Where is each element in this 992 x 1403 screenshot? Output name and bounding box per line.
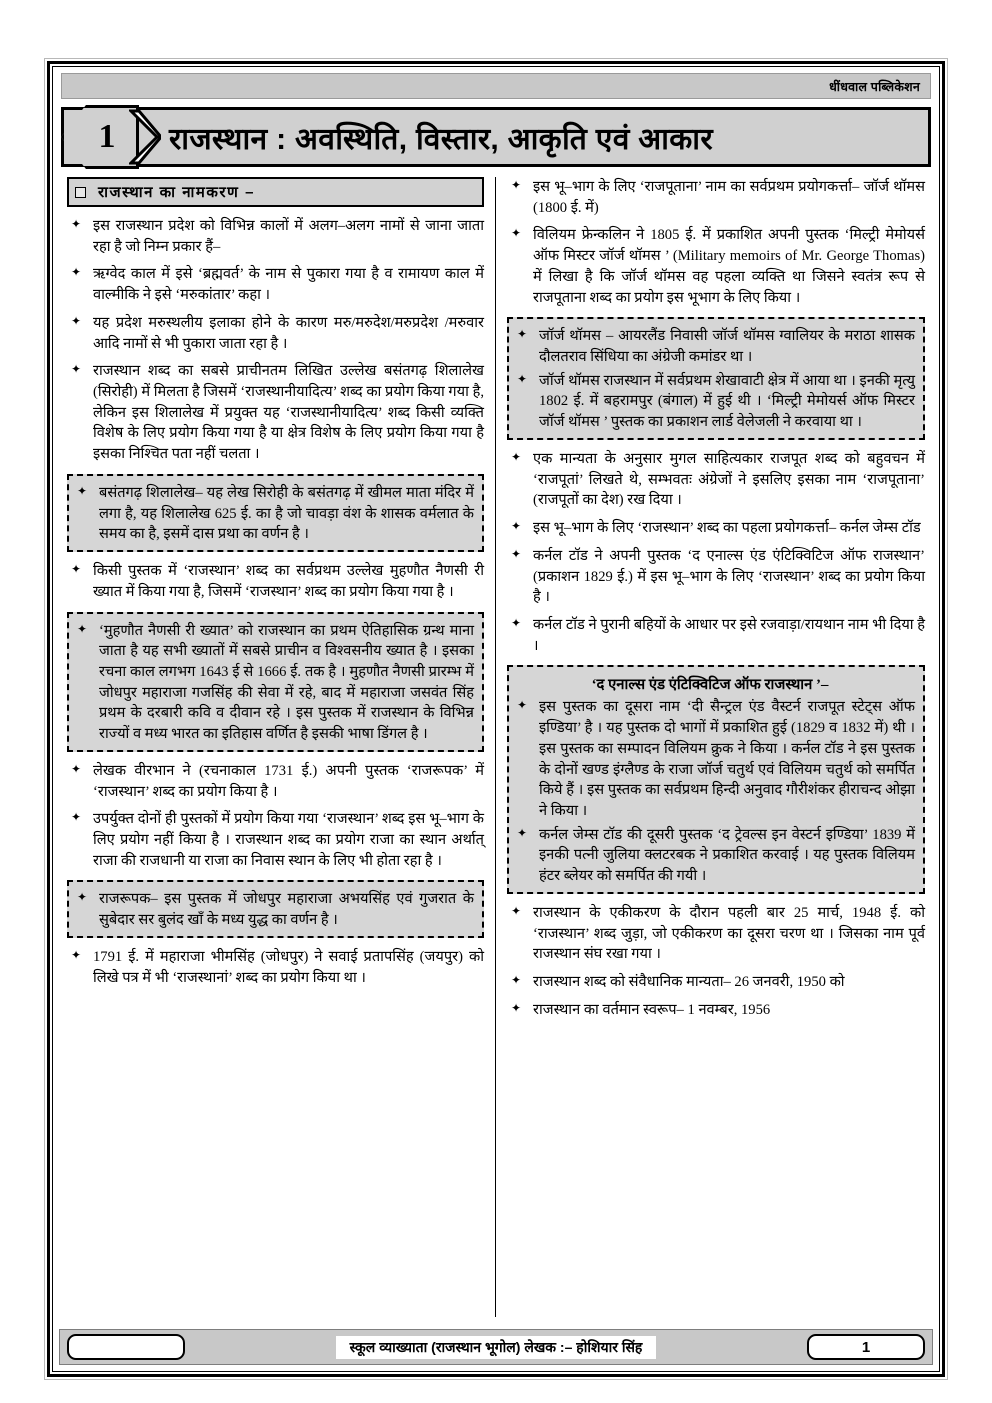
- list-item: ✦ ऋग्वेद काल में इसे ‘ब्रह्मवर्त’ के नाम से पुकारा गया है व रामायण काल में वाल्मीकि ने इसे ‘मरुकांतार’ कहा ।: [67, 264, 484, 305]
- list-item: ✦ जॉर्ज थॉमस राजस्थान में सर्वप्रथम शेखावाटी क्षेत्र में आया था । इनकी मृत्यु 1802 ई. में बहरामपुर (बंगाल) में हुई थी । ‘मिल्ट्री मेमोयर्स ऑफ मिस्टर जॉर्ज थॉमस ’ पुस्तक का प्रकाशन लार्ड वेलेजली ने करवाया था ।: [513, 371, 915, 433]
- page-body: [52, 66, 940, 1372]
- left-bullets-1: [67, 216, 484, 465]
- list-item: ✦ किसी पुस्तक में ‘राजस्थान’ शब्द का सर्वप्रथम उल्लेख मुहणौत नैणसी री ख्यात में किया गया है, जिसमें ‘राजस्थान’ शब्द का प्रयोग किया गया है ।: [67, 561, 484, 602]
- list-item: ✦ एक मान्यता के अनुसार मुगल साहित्यकार राजपूत शब्द को बहुवचन में ‘राजपूतां’ लिखते थे, सम्भवतः अंग्रेजों ने इसलिए इसका नाम ‘राजपूताना’ (राजपूतों का देश) रख दिया ।: [507, 449, 925, 511]
- right-bullets-1: [507, 177, 925, 308]
- chapter-banner: [61, 105, 931, 169]
- highlight-box-basantgarh: [67, 474, 484, 552]
- list-item: ✦ राजस्थान का वर्तमान स्वरूप– 1 नवम्बर, 1956: [507, 1000, 925, 1021]
- left-bullets-3: [67, 761, 484, 872]
- list-item: ✦ राजरूपक– इस पुस्तक में जोधपुर महाराजा अभयसिंह एवं गुजरात के सुबेदार सर बुलंद खाँ के मध्य युद्ध का वर्णन है ।: [73, 889, 474, 930]
- section-heading-text: राजस्थान का नामकरण –: [98, 184, 255, 201]
- list-item: ✦ बसंतगढ़ शिलालेख– यह लेख सिरोही के बसंतगढ़ में खीमल माता मंदिर में लगा है, यह शिलालेख 625 ई. का है जो चावड़ा वंश के शासक वर्मलात के समय का है, इसमें दास प्रथा का वर्णन है ।: [73, 483, 474, 545]
- footer-bar: [59, 1329, 933, 1365]
- list-item: ✦ कर्नल जेम्स टॉड की दूसरी पुस्तक ‘द ट्रेवल्स इन वेस्टर्न इण्डिया’ 1839 में इनकी पत्नी जुलिया क्लटरबक ने प्रकाशित करवाई । यह पुस्तक विलियम हंटर ब्लेयर को समर्पित की गयी ।: [513, 825, 915, 887]
- list-item: ✦ लेखक वीरभान ने (रचनाकाल 1731 ई.) अपनी पुस्तक ‘राजरूपक’ में ‘राजस्थान’ शब्द का प्रयोग किया है ।: [67, 761, 484, 802]
- left-column: [61, 177, 496, 1317]
- list-item: ✦ राजस्थान के एकीकरण के दौरान पहली बार 25 मार्च, 1948 ई. को ‘राजस्थान’ शब्द जुड़ा, जो एकीकरण का दूसरा चरण था । जिसका नाम पूर्व राजस्थान संघ रखा गया ।: [507, 903, 925, 965]
- footer-left-pill: [67, 1334, 185, 1360]
- list-item: ✦ कर्नल टॉड ने अपनी पुस्तक ‘द एनाल्स एंड एंटिक्विटिज ऑफ राजस्थान’ (प्रकाशन 1829 ई.) में इस भू–भाग के लिए ‘राजस्थान’ शब्द का प्रयोग किया है ।: [507, 546, 925, 608]
- content-columns: [61, 177, 931, 1317]
- chapter-title: राजस्थान : अवस्थिति, विस्तार, आकृति एवं आकार: [169, 122, 713, 156]
- chapter-number: 1: [98, 118, 116, 155]
- page-frame-outer: [44, 58, 948, 1380]
- highlight-box-rajrupak: [67, 880, 484, 937]
- page-footer: [59, 1329, 933, 1365]
- highlight-box-title: ‘द एनाल्स एंड एंटिक्विटिज ऑफ राजस्थान ’–: [591, 677, 829, 694]
- list-item: ✦ यह प्रदेश मरुस्थलीय इलाका होने के कारण मरु/मरुदेश/मरुप्रदेश /मरुवार आदि नामों से भी पुकारा जाता रहा है ।: [67, 313, 484, 354]
- list-item: ✦ इस राजस्थान प्रदेश को विभिन्न कालों में अलग–अलग नामों से जाना जाता रहा है जो निम्न प्रकार हैं–: [67, 216, 484, 257]
- list-item: ✦ राजस्थान शब्द का सबसे प्राचीनतम लिखित उल्लेख बसंतगढ़ शिलालेख (सिरोही) में मिलता है जिसमें ‘राजस्थानीयादित्य’ शब्द का प्रयोग किया गया है, लेकिन इस शिलालेख में प्रयुक्त यह ‘राजस्थानीयादित्य’ शब्द किसी व्यक्ति विशेष के लिए प्रयोग किया गया है या क्षेत्र विशेष के लिए प्रयोग किया गया है इसका निश्चित पता नहीं चलता ।: [67, 361, 484, 465]
- list-item: ✦ उपर्युक्त दोनों ही पुस्तकों में प्रयोग किया गया ‘राजस्थान’ शब्द इस भू–भाग के लिए प्रयोग नहीं किया है । राजस्थान शब्द का प्रयोग राजा का स्थान अर्थात् राजा की राजधानी या राजा का निवास स्थान के लिए भी होता रहा है ।: [67, 809, 484, 871]
- list-item: ✦ 1791 ई. में महाराजा भीमसिंह (जोधपुर) ने सवाई प्रतापसिंह (जयपुर) को लिखे पत्र में भी ‘राजस्थानां’ शब्द का प्रयोग किया था ।: [67, 947, 484, 988]
- list-item: ✦ विलियम फ्रेन्कलिन ने 1805 ई. में प्रकाशित अपनी पुस्तक ‘मिल्ट्री मेमोयर्स ऑफ मिस्टर जॉर्ज थॉमस ’ (Military memoirs of Mr. George Thomas) में लिखा है कि जॉर्ज थॉमस वह पहला व्यक्ति था जिसने स्वतंत्र रूप से राजपूताना शब्द का प्रयोग इस भूभाग के लिए किया ।: [507, 225, 925, 308]
- list-item: ✦ राजस्थान शब्द को संवैधानिक मान्यता– 26 जनवरी, 1950 को: [507, 972, 925, 993]
- footer-credit-text: स्कूल व्याख्याता (राजस्थान भूगोल) लेखक :– होशियार सिंह: [336, 1336, 657, 1359]
- square-bullet-icon: [75, 187, 86, 198]
- right-bullets-2: [507, 449, 925, 656]
- list-item: ✦ कर्नल टॉड ने पुरानी बहियों के आधार पर इसे रजवाड़ा/रायथान नाम भी दिया है ।: [507, 615, 925, 656]
- publisher-name: धींधवाल पब्लिकेशन: [829, 79, 920, 94]
- list-item: ✦ इस भू–भाग के लिए ‘राजपूताना’ नाम का सर्वप्रथम प्रयोगकर्त्ता– जॉर्ज थॉमस (1800 ई. में): [507, 177, 925, 218]
- list-item: ✦ इस पुस्तक का दूसरा नाम ‘दी सैन्ट्रल एंड वैस्टर्न राजपूत स्टेट्स ऑफ इण्डिया’ है । यह पुस्तक दो भागों में प्रकाशित हुई (1829 व 1832 में) थी । इस पुस्तक का सम्पादन विलियम क्रुक ने किया । कर्नल टॉड ने इस पुस्तक के दोनों खण्ड इंग्लैण्ड के राजा जॉर्ज चतुर्थ एवं विलियम चतुर्थ को समर्पित किये हैं । इस पुस्तक का सर्वप्रथम हिन्दी अनुवाद गौरीशंकर हीराचन्द ओझा ने किया ।: [513, 697, 915, 821]
- right-bullets-3: [507, 903, 925, 1021]
- chevron-right-icon: [129, 109, 161, 165]
- highlight-box-annals: [507, 665, 925, 893]
- section-heading-box: [67, 177, 484, 207]
- left-bullets-4: [67, 947, 484, 988]
- highlight-box-nainsi: [67, 612, 484, 752]
- list-item: ✦ जॉर्ज थॉमस – आयरलैंड निवासी जॉर्ज थॉमस ग्वालियर के मराठा शासक दौलतराव सिंधिया का अंग्रेजी कमांडर था ।: [513, 326, 915, 367]
- left-bullets-2: [67, 561, 484, 602]
- list-item: ✦ इस भू–भाग के लिए ‘राजस्थान’ शब्द का पहला प्रयोगकर्त्ता– कर्नल जेम्स टॉड: [507, 518, 925, 539]
- publisher-strip: [61, 73, 931, 99]
- list-item: ✦ ‘मुहणौत नैणसी री ख्यात’ को राजस्थान का प्रथम ऐतिहासिक ग्रन्थ माना जाता है यह सभी ख्यातों में सबसे प्राचीन व विश्वसनीय ख्यात है । इसका रचना काल लगभग 1643 ई से 1666 ई. तक है । मुहणौत नैणसी प्रारम्भ में जोधपुर महाराजा गजसिंह की सेवा में रहे, बाद में महाराजा जसवंत सिंह प्रथम के दरबारी कवि व दीवान रहे । इस पुस्तक में राजस्थान के विभिन्न राज्यों व मध्य भारत का इतिहास वर्णित है इसकी भाषा डिंगल है ।: [73, 621, 474, 745]
- footer-page-number: 1: [807, 1334, 925, 1360]
- right-column: [496, 177, 931, 1317]
- page-frame-inner: [47, 61, 945, 1377]
- highlight-box-george-thomas: [507, 317, 925, 440]
